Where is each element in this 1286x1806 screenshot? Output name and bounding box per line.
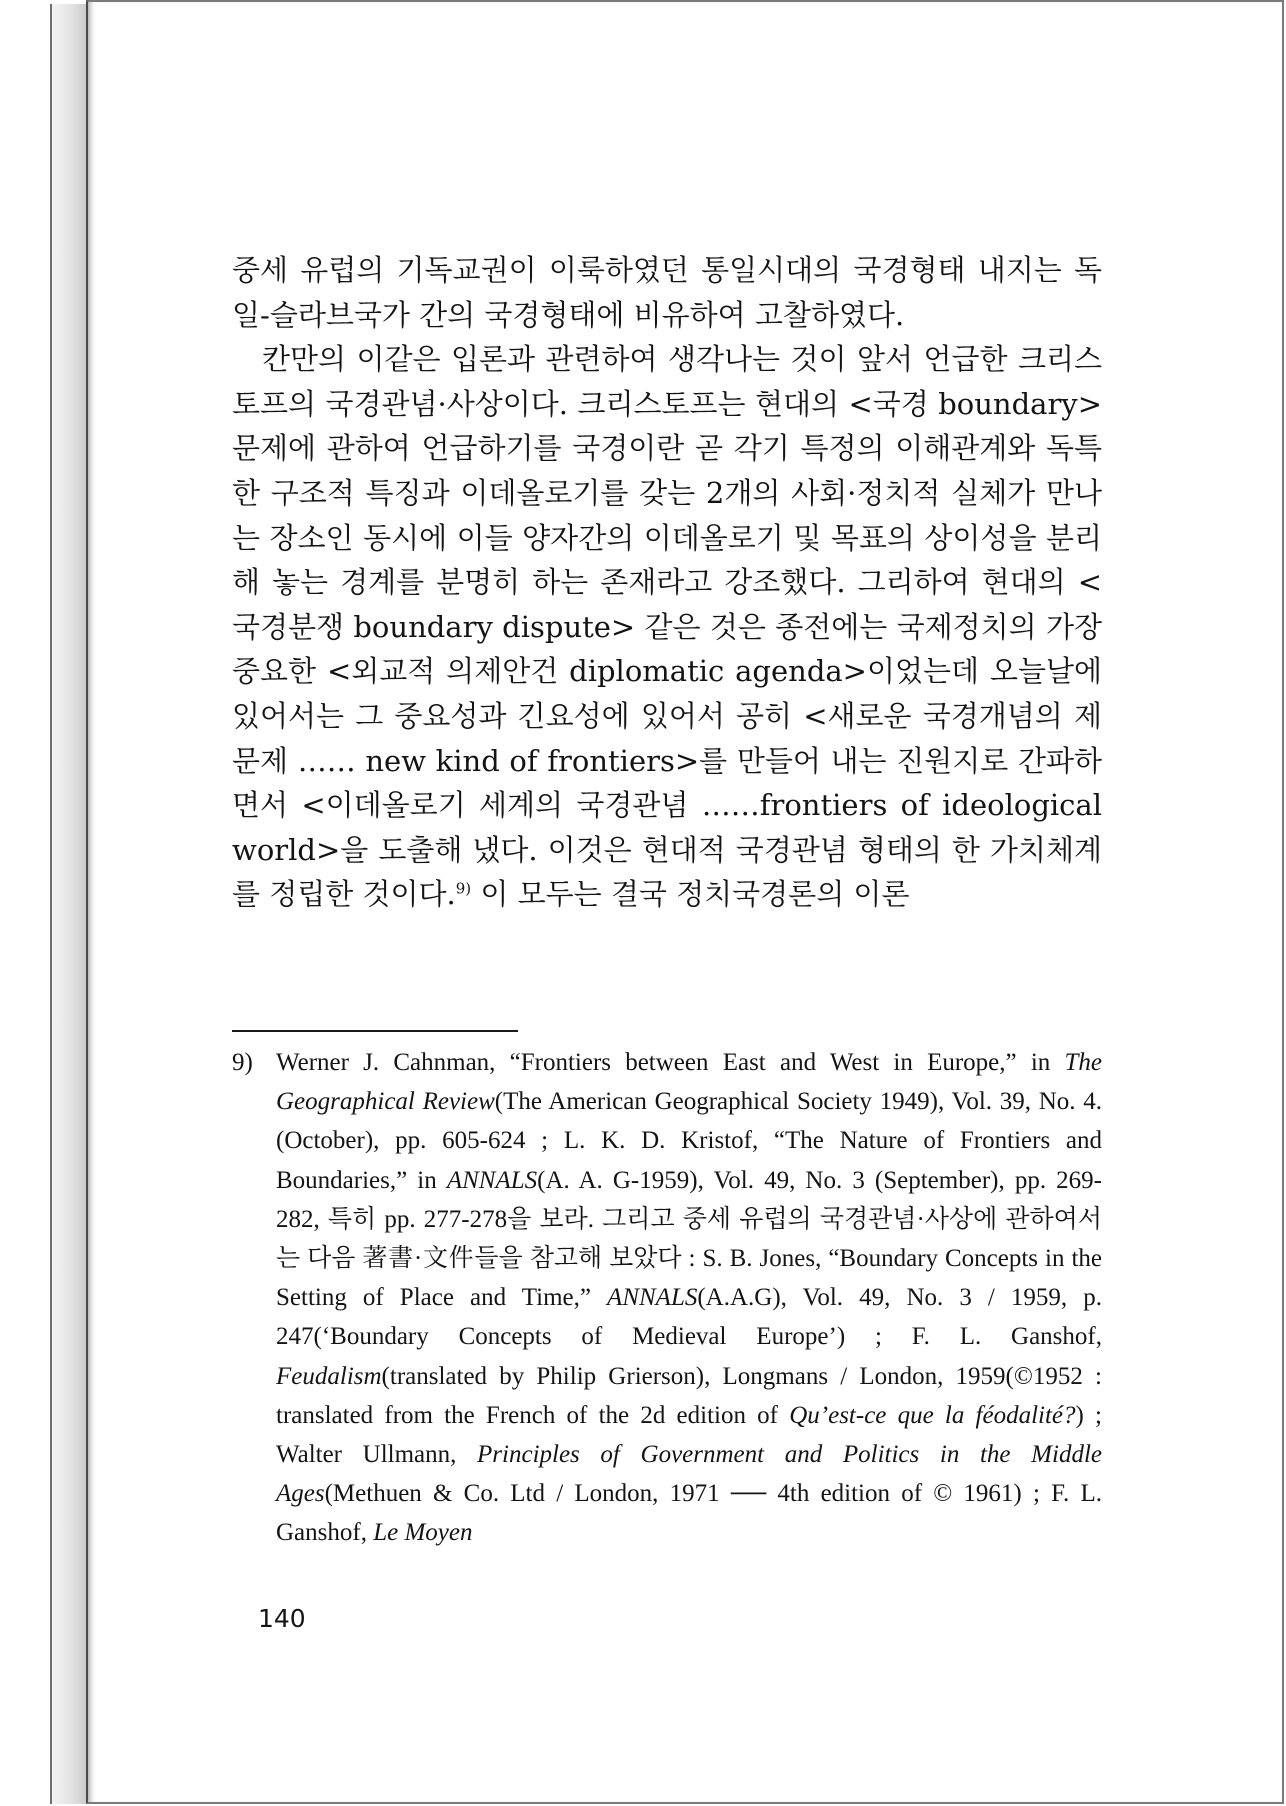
footnote-text: (The American Geographical Society 1949), Vol. 39, No. 4. (October), pp. 605-624 ; L. K. D. Kristof, “The Nature of Frontiers and Boundaries,” in xyxy=(276,1088,1102,1194)
footnote-title: Principles of Government and Politics in the Middle Ages xyxy=(276,1441,1102,1508)
footnote-divider xyxy=(232,1030,518,1032)
footnote-title: Le Moyen xyxy=(373,1519,473,1547)
footnote-text: (A. A. G-1959), Vol. 49, No. 3 (September), pp. 269-282, 특히 pp. 277-278을 보라. 그리고 중세 유럽의 국경관념·사상에 관하여서는 다음 著書·文件들을 참고해 보았다 : S. B. Jones, “Boundary Concepts in the Setting of Place and Time,” xyxy=(276,1166,1102,1312)
footnote-9 xyxy=(232,1043,1103,1553)
footnote-text: (Methuen & Co. Ltd / London, 1971 ── 4th edition of © 1961) ; F. L. Ganshof, xyxy=(276,1480,1102,1547)
body-paragraph-2-main: 칸만의 이같은 입론과 관련하여 생각나는 것이 앞서 언급한 크리스토프의 국경관념·사상이다. 크리스토프는 현대의 <국경 boundary> 문제에 관하여 언급하기를 국경이란 곧 각기 특정의 이해관계와 독특한 구조적 특징과 이데올로기를 갖는 2개의 사회·정치적 실체가 만나는 장소인 동시에 이들 양자간의 이데올로기 및 목표의 상이성을 분리해 놓는 경계를 분명히 하는 존재라고 강조했다. 그리하여 현대의 <국경분쟁 boundary dispute> 같은 것은 종전에는 국제정치의 가장 중요한 <외교적 의제안건 diplomatic agenda>이었는데 오늘날에 있어서는 그 중요성과 긴요성에 있어서 공히 <새로운 국경개념의 제문제 …… new kind of frontiers>를 만들어 내는 진원지로 간파하면서 <이데올로기 세계의 국경관념 ……frontiers of ideological world>을 도출해 냈다. 이것은 현대적 국경관념 형태의 한 가치체계를 정립한 것이다. xyxy=(232,342,1102,912)
footnote-text: (translated by Philip Grierson), Longmans / London, 1959(©1952 : translated from the French of the 2d edition of xyxy=(276,1362,1102,1429)
footnote-title: ANNALS xyxy=(446,1166,538,1194)
body-paragraph-2 xyxy=(232,337,1102,917)
footnote-text: (A.A.G), Vol. 49, No. 3 / 1959, p. 247(‘Boundary Concepts of Medieval Europe’) ; F. L. Ganshof, xyxy=(276,1284,1103,1351)
footnote-title: ANNALS xyxy=(607,1284,698,1312)
footnote-text: Werner J. Cahnman, “Frontiers between East and West in Europe,” in xyxy=(276,1049,1065,1076)
footnote-label: 9) xyxy=(232,1049,253,1076)
footnote-title: Qu’est-ce que la féodalité? xyxy=(789,1401,1076,1429)
page-edge-stack xyxy=(50,4,88,1804)
body-text xyxy=(232,248,1102,917)
footnote-title: The Geographical Review xyxy=(276,1049,1102,1116)
footnote-title: Feudalism xyxy=(276,1362,382,1390)
body-paragraph-1: 중세 유럽의 기독교권이 이룩하였던 통일시대의 국경형태 내지는 독일-슬라브국가 간의 국경형태에 비유하여 고찰하였다. xyxy=(232,253,1102,332)
footnote-reference[interactable]: 9) xyxy=(455,879,472,898)
footnote-text: ) ; Walter Ullmann, xyxy=(276,1401,1103,1469)
page-number: 140 xyxy=(258,1604,306,1633)
footnote-body xyxy=(232,1043,1103,1553)
body-paragraph-2-tail: 이 모두는 결국 정치국경론의 이론 xyxy=(471,877,910,912)
